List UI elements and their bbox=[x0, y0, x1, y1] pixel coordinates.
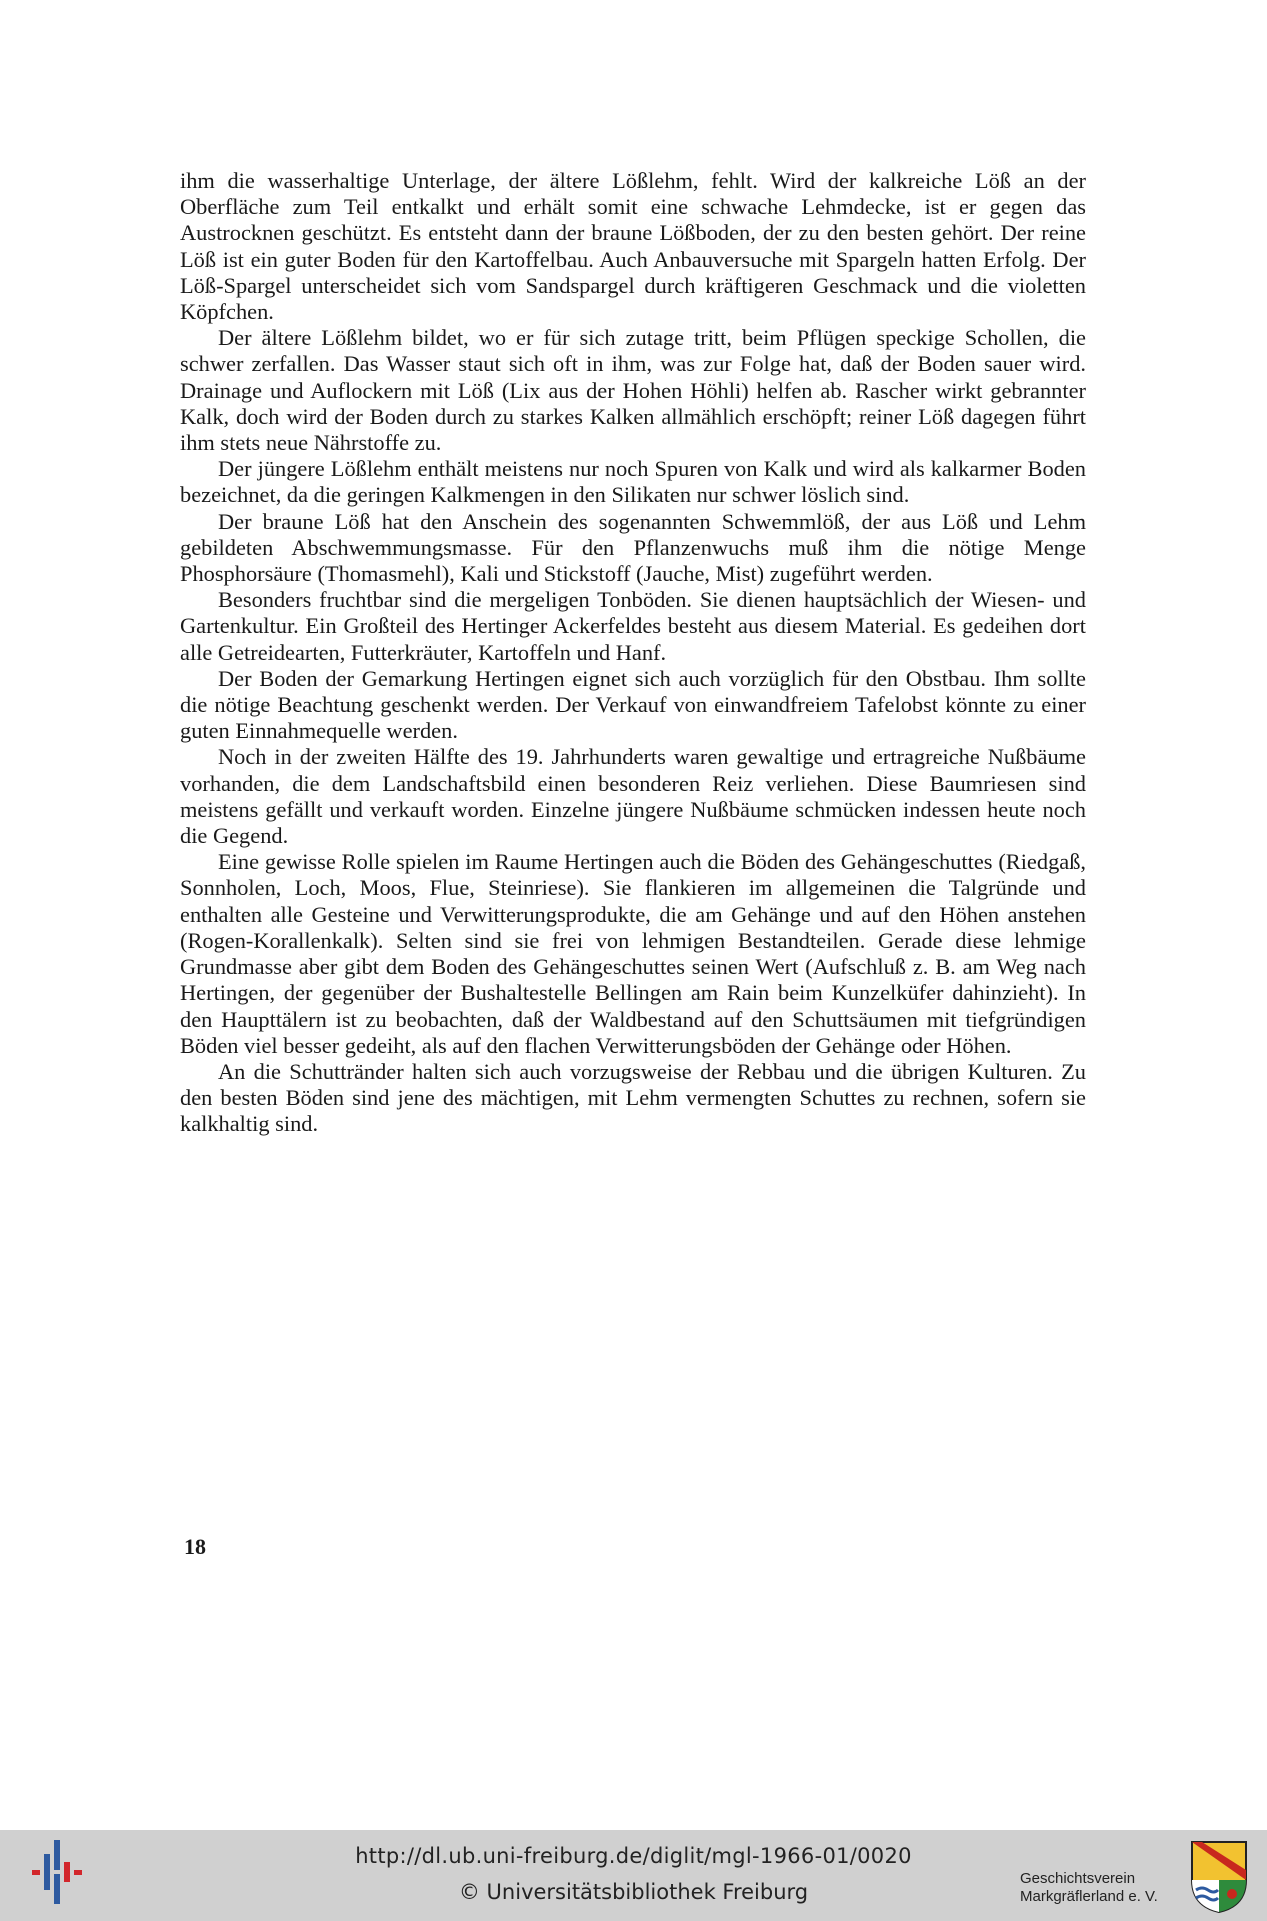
paragraph: ihm die wasserhaltige Unterlage, der ältere Lößlehm, fehlt. Wird der kalkreiche Löß an der Oberfläche zum Teil entkalkt und erhält somit eine schwache Lehmdecke, ist er gegen das Austrocknen geschützt. Es entsteht dann der braune Lößboden, der zu den besten gehört. Der reine Löß ist ein guter Boden für den Kartoffelbau. Auch Anbauversuche mit Spargeln hatten Erfolg. Der Löß-Spargel unterscheidet sich vom Sandspargel durch kräftigeren Geschmack und die violetten Köpfchen. bbox=[180, 168, 1086, 325]
society-name-line1: Geschichtsverein bbox=[1020, 1870, 1136, 1887]
society-name bbox=[1020, 1870, 1158, 1906]
paragraph: An die Schuttränder halten sich auch vorzugsweise der Rebbau und die übrigen Kulturen. Zu den besten Böden sind jene des mächtigen, mit Lehm vermengten Schuttes zu rechnen, sofern sie kalkhaltig sind. bbox=[180, 1058, 1086, 1137]
paragraph: Der ältere Lößlehm bildet, wo er für sich zutage tritt, beim Pflügen speckige Schollen, die schwer zerfallen. Das Wasser staut sich oft in ihm, was zur Folge hat, daß der Boden sauer wird. Drainage und Auflockern mit Löß (Lix aus der Hohen Höhli) helfen ab. Rascher wirkt gebrannter Kalk, doch wird der Boden durch zu starkes Kalken allmählich erschöpft; reiner Löß dagegen führt ihm stets neue Nährstoffe zu. bbox=[180, 325, 1086, 456]
footer-bar bbox=[0, 1830, 1267, 1921]
copyright-text: © Universitätsbibliothek Freiburg bbox=[458, 1880, 809, 1904]
society-name-line2: Markgräflerland e. V. bbox=[1020, 1888, 1158, 1905]
document-url-link[interactable]: http://dl.ub.uni-freiburg.de/diglit/mgl-1966-01/0020 bbox=[355, 1844, 912, 1868]
coat-of-arms-icon bbox=[1190, 1840, 1248, 1914]
paragraph: Besonders fruchtbar sind die mergeligen Tonböden. Sie dienen hauptsächlich der Wiesen- und Gartenkultur. Ein Großteil des Hertinger Ackerfeldes besteht aus diesem Material. Es gedeihen dort alle Getreidearten, Futterkräuter, Kartoffeln und Hanf. bbox=[180, 587, 1086, 665]
paragraph: Eine gewisse Rolle spielen im Raume Hertingen auch die Böden des Gehängeschuttes (Riedgaß, Sonnholen, Loch, Moos, Flue, Steinriese). Sie flankieren im allgemeinen die Talgründe und enthalten alle Gesteine und Verwitterungsprodukte, die am Gehänge und auf den Höhen anstehen (Rogen-Korallenkalk). Selten sind sie frei von lehmigen Bestandteilen. Gerade diese lehmige Grundmasse aber gibt dem Boden des Gehängeschuttes seinen Wert (Aufschluß z. B. am Weg nach Hertingen, der gegenüber der Bushaltestelle Bellingen am Rain beim Kunzelküfer dahinzieht). In den Haupttälern ist zu beobachten, daß der Waldbestand auf den Schuttsäumen mit tiefgründigen Böden viel besser gedeiht, als auf den flachen Verwitterungsböden der Gehänge oder Höhen. bbox=[180, 849, 1086, 1058]
paragraph: Der braune Löß hat den Anschein des sogenannten Schwemmlöß, der aus Löß und Lehm gebildeten Abschwemmungsmasse. Für den Pflanzenwuchs muß ihm die nötige Menge Phosphorsäure (Thomasmehl), Kali und Stickstoff (Jauche, Mist) zugeführt werden. bbox=[180, 508, 1086, 587]
paragraph: Der jüngere Lößlehm enthält meistens nur noch Spuren von Kalk und wird als kalkarmer Boden bezeichnet, da die geringen Kalkmengen in den Silikaten nur schwer löslich sind. bbox=[180, 456, 1086, 508]
body-text bbox=[180, 168, 1086, 1138]
paragraph: Noch in der zweiten Hälfte des 19. Jahrhunderts waren gewaltige und ertragreiche Nußbäume vorhanden, die dem Landschaftsbild einen besonderen Reiz verliehen. Diese Baumriesen sind meistens gefällt und verkauft worden. Einzelne jüngere Nußbäume schmücken indessen heute noch die Gegend. bbox=[180, 744, 1086, 849]
paragraph: Der Boden der Gemarkung Hertingen eignet sich auch vorzüglich für den Obstbau. Ihm sollte die nötige Beachtung geschenkt werden. Der Verkauf von einwandfreiem Tafelobst könnte zu einer guten Einnahmequelle werden. bbox=[180, 665, 1086, 744]
page-number: 18 bbox=[184, 1534, 206, 1559]
